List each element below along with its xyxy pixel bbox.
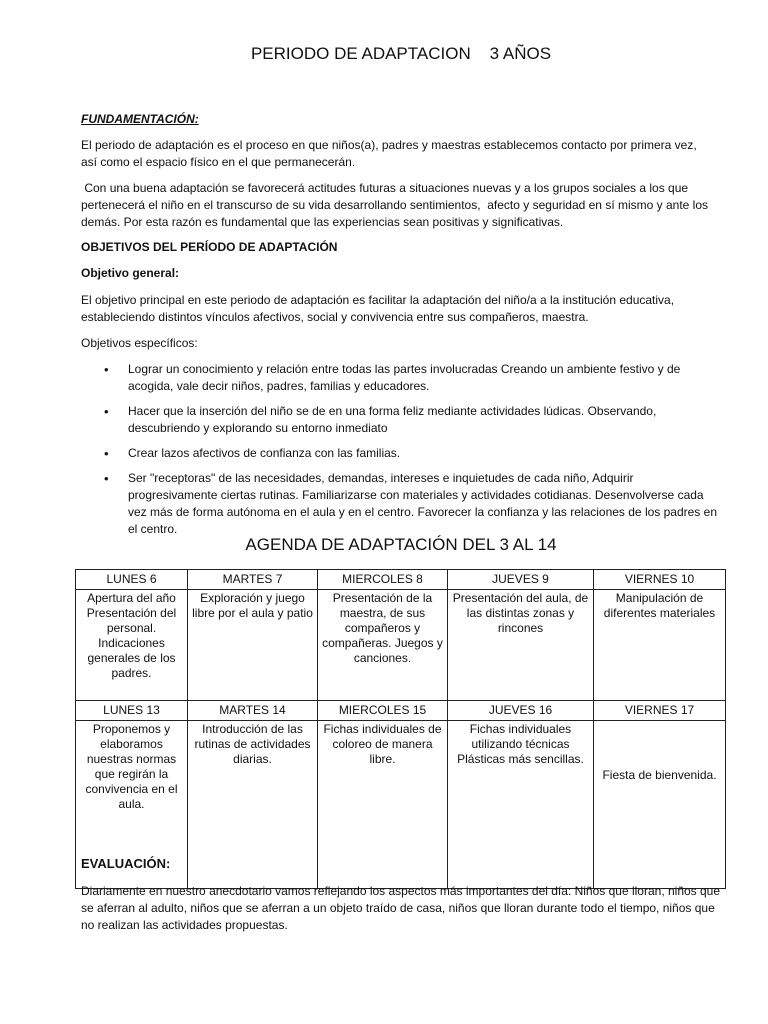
activity-cell: Introducción de las rutinas de actividades diarias. xyxy=(188,721,318,889)
day-header: JUEVES 9 xyxy=(448,570,594,590)
list-item: • Lograr un conocimiento y relación entre todas las partes involucradas Creando un ambiente festivo y de acogida, vale decir niños, padres, familias y educadores. xyxy=(81,361,721,395)
table-row xyxy=(76,590,726,701)
day-header: MARTES 7 xyxy=(188,570,318,590)
day-header: VIERNES 10 xyxy=(594,570,726,590)
activity-cell: Presentación de la maestra, de sus compañeros y compañeras. Juegos y canciones. xyxy=(318,590,448,701)
list-item: • Crear lazos afectivos de confianza con las familias. xyxy=(81,445,721,462)
table-row xyxy=(76,701,726,721)
activity-cell: Exploración y juego libre por el aula y patio xyxy=(188,590,318,701)
evaluacion-text: Diariamente en nuestro anecdotario vamos reflejando los aspectos más importantes del día: Niños que lloran, niños que se aferran al adulto, niños que se aferran a un objeto traído de casa, niños que lloran durante todo el tiempo, niños que no realizan las actividades propuestas. xyxy=(81,884,721,932)
objetivos-especificos-label: Objetivos específicos: xyxy=(81,336,198,350)
objetivos-heading: OBJETIVOS DEL PERÍODO DE ADAPTACIÓN xyxy=(81,240,338,254)
fundamentacion-heading: FUNDAMENTACIÓN: xyxy=(81,112,199,126)
day-header: MIERCOLES 15 xyxy=(318,701,448,721)
activity-cell: Fichas individuales de coloreo de manera libre. xyxy=(318,721,448,889)
activity-cell: Fichas individuales utilizando técnicas Plásticas más sencillas. xyxy=(448,721,594,889)
fundamentacion-paragraph-1: El periodo de adaptación es el proceso en que niños(a), padres y maestras establecemos contacto por primera vez, así como el espacio físico en el que permanecerán. xyxy=(81,138,697,169)
objetivos-especificos-list xyxy=(81,361,721,546)
day-header: MIERCOLES 8 xyxy=(318,570,448,590)
page-title: PERIODO DE ADAPTACION 3 AÑOS xyxy=(250,44,552,63)
activity-cell: Apertura del año Presentación del personal. Indicaciones generales de los padres. xyxy=(76,590,188,701)
list-item: • Hacer que la inserción del niño se de en una forma feliz mediante actividades lúdicas. Observando, descubriendo y explorando su entorno inmediato xyxy=(81,403,721,437)
agenda-title: AGENDA DE ADAPTACIÓN DEL 3 AL 14 xyxy=(245,535,557,554)
table-row xyxy=(76,570,726,590)
day-header: VIERNES 17 xyxy=(594,701,726,721)
list-item: • Ser "receptoras" de las necesidades, demandas, intereses e inquietudes de cada niño, Adquirir progresivamente ciertas rutinas. Familiarizarse con materiales y actividades cotidianas. Desenvolverse cada vez más de forma autónoma en el aula y en el centro. Favorecer la confianza y las relaciones de los padres en el centro. xyxy=(81,470,721,538)
day-header: LUNES 6 xyxy=(76,570,188,590)
objetivo-general-heading: Objetivo general: xyxy=(81,266,180,280)
activity-cell: Proponemos y elaboramos nuestras normas que regirán la convivencia en el aula. xyxy=(76,721,188,889)
activity-cell: Fiesta de bienvenida. xyxy=(594,721,726,889)
day-header: JUEVES 16 xyxy=(448,701,594,721)
table-row xyxy=(76,721,726,889)
agenda-table xyxy=(75,569,726,889)
activity-cell: Manipulación de diferentes materiales xyxy=(594,590,726,701)
activity-cell: Presentación del aula, de las distintas zonas y rincones xyxy=(448,590,594,701)
day-header: MARTES 14 xyxy=(188,701,318,721)
objetivo-general-text: El objetivo principal en este periodo de adaptación es facilitar la adaptación del niño/a a la institución educativa, estableciendo distintos vínculos afectivos, social y convivencia entre sus compañeros, maestra. xyxy=(81,293,675,324)
evaluacion-heading: EVALUACIÓN: xyxy=(81,856,171,871)
day-header: LUNES 13 xyxy=(76,701,188,721)
fundamentacion-paragraph-2: Con una buena adaptación se favorecerá actitudes futuras a situaciones nuevas y a los grupos sociales a los que pertenecerá el niño en el transcurso de su vida desarrollando sentimientos, afecto y seguridad en sí mismo y ante los demás. Por esta razón es fundamental que las experiencias sean positivas y significativas. xyxy=(81,181,712,229)
